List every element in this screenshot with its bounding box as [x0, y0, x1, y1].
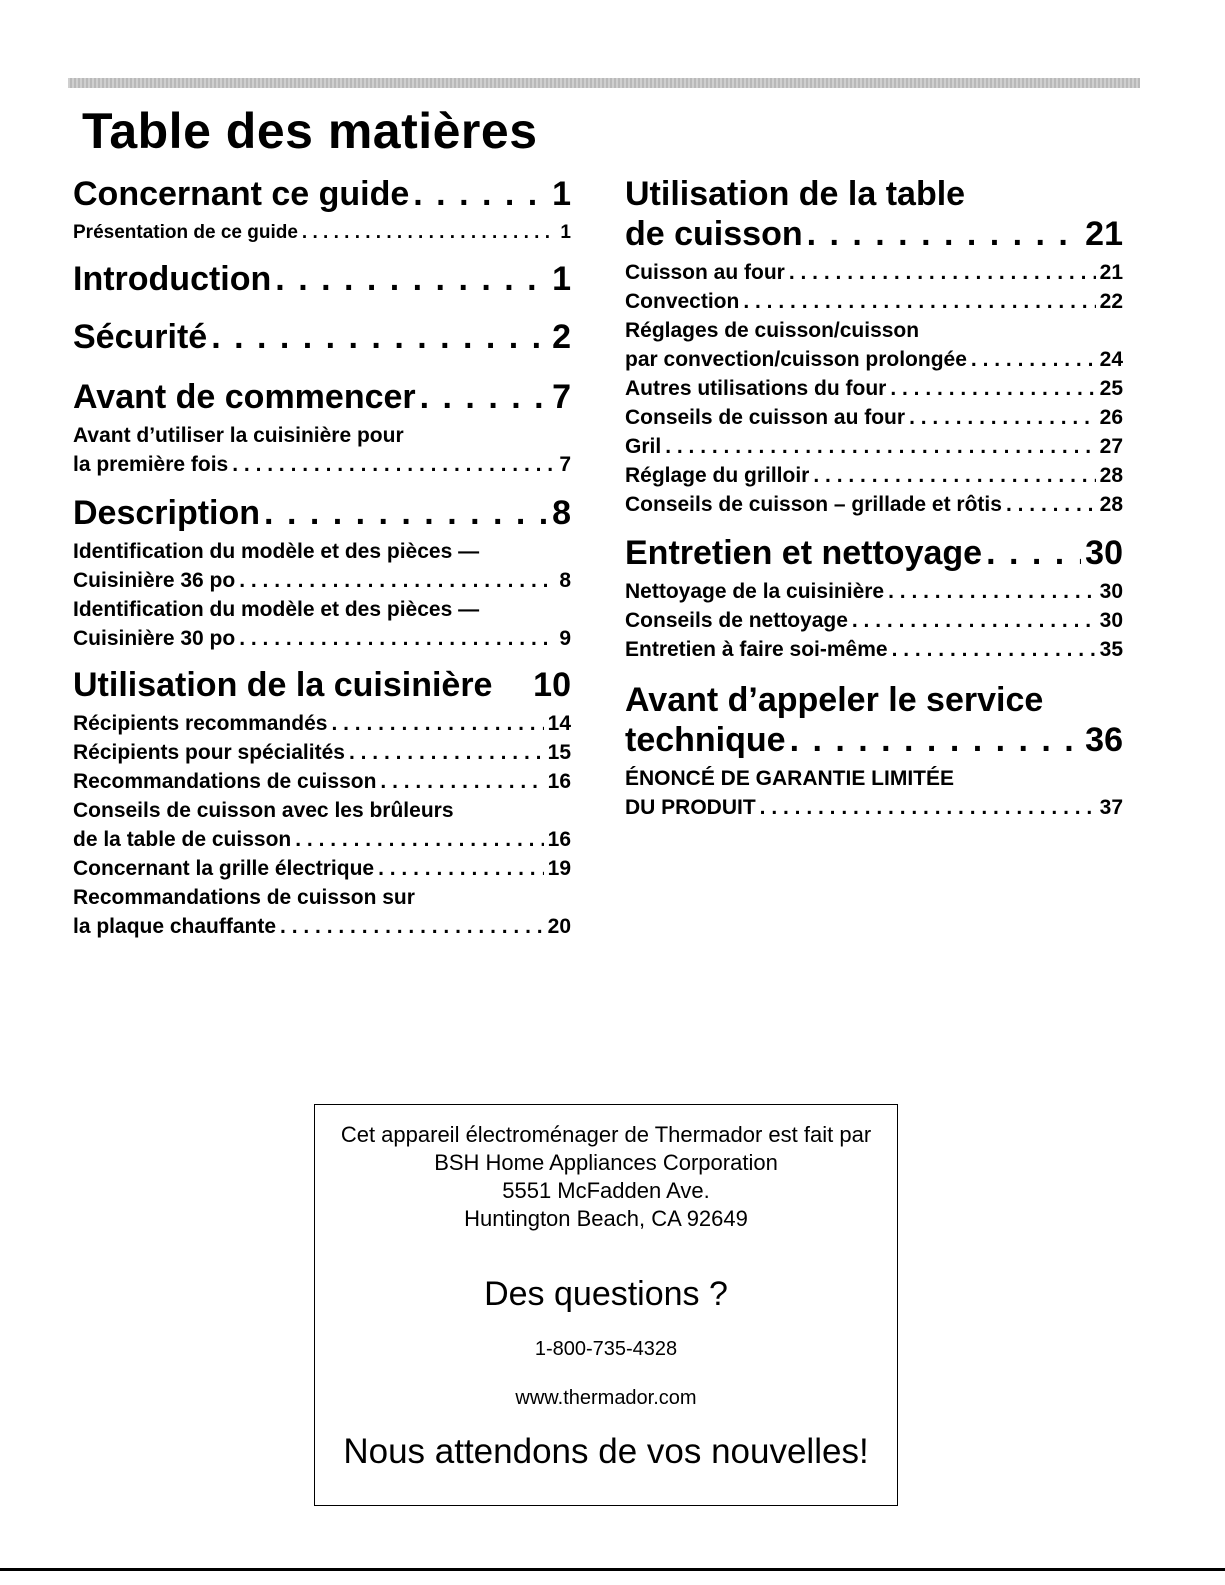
toc-entry-title: Convection — [625, 290, 740, 313]
toc-leader-row — [73, 624, 571, 653]
toc-entry-title: Entretien à faire soi-même — [625, 638, 888, 661]
leader-dots — [211, 317, 548, 357]
toc-entry[interactable] — [625, 258, 1123, 287]
toc-entry-title-line: Avant d’utiliser la cuisinière pour — [73, 424, 404, 447]
toc-section[interactable] — [73, 174, 571, 214]
toc-page-number: 28 — [1099, 464, 1123, 487]
leader-dots — [280, 912, 544, 941]
toc-leader-row — [73, 709, 571, 738]
toc-page-number: 28 — [1099, 493, 1123, 516]
toc-page-number: 36 — [1085, 721, 1123, 759]
toc-section[interactable] — [73, 317, 571, 357]
toc-leader-row — [73, 912, 571, 941]
toc-leader-row — [625, 258, 1123, 287]
leader-dots — [665, 432, 1095, 461]
toc-entry[interactable] — [625, 287, 1123, 316]
leader-dots — [232, 450, 555, 479]
leader-dots — [295, 825, 543, 854]
leader-dots — [239, 566, 555, 595]
toc-entry[interactable] — [73, 883, 571, 941]
toc-page-number: 9 — [559, 627, 571, 650]
leader-dots — [813, 461, 1095, 490]
toc-page-number: 7 — [552, 378, 571, 416]
toc-page-number: 2 — [552, 318, 571, 356]
toc-entry-title: Concernant la grille électrique — [73, 857, 375, 880]
toc-entry-title: de la table de cuisson — [73, 828, 292, 851]
toc-entry-title: DU PRODUIT — [625, 796, 756, 819]
toc-section-title: Utilisation de la cuisinière — [73, 666, 493, 704]
toc-entry-title: Recommandations de cuisson — [73, 770, 377, 793]
street-address: 5551 McFadden Ave. — [502, 1178, 710, 1203]
toc-section-title: Description — [73, 494, 261, 532]
toc-leader-row — [625, 432, 1123, 461]
toc-entry-title: la première fois — [73, 453, 229, 476]
toc-page-number: 1 — [552, 175, 571, 213]
leader-dots — [380, 767, 543, 796]
toc-entry-title: Récipients recommandés — [73, 712, 328, 735]
toc-entry-title: Gril — [625, 435, 662, 458]
toc-page-number: 15 — [547, 741, 571, 764]
toc-section-title: de cuisson — [625, 215, 803, 253]
toc-section[interactable] — [73, 665, 571, 705]
leader-dots — [888, 577, 1096, 606]
toc-leader-row — [625, 793, 1123, 822]
toc-page-number: 37 — [1099, 796, 1123, 819]
toc-page-number: 10 — [533, 666, 571, 704]
toc-entry-title: par convection/cuisson prolongée — [625, 348, 967, 371]
leader-dots — [760, 793, 1096, 822]
leader-dots — [743, 287, 1095, 316]
leader-dots — [349, 738, 544, 767]
toc-entry-title-line: Identification du modèle et des pièces — — [73, 598, 480, 621]
toc-entry-title: Cuisinière 30 po — [73, 627, 236, 650]
toc-page-number: 26 — [1099, 406, 1123, 429]
manufacturer-line: Cet appareil électroménager de Thermador est fait par — [340, 1122, 872, 1147]
leader-dots — [971, 345, 1096, 374]
toc-leader-row — [73, 767, 571, 796]
toc-section[interactable] — [73, 493, 571, 533]
leader-dots — [807, 214, 1082, 254]
toc-page-number: 16 — [547, 828, 571, 851]
toc-leader-row — [625, 287, 1123, 316]
toc-page-number: 25 — [1099, 377, 1123, 400]
toc-section-title: technique — [625, 721, 786, 759]
toc-page-number: 14 — [547, 712, 571, 735]
toc-left-column — [73, 174, 571, 941]
toc-entry[interactable] — [73, 537, 571, 595]
toc-page-number: 19 — [547, 857, 571, 880]
toc-section[interactable] — [73, 259, 571, 299]
toc-section-title: Entretien et nettoyage — [625, 534, 983, 572]
website-link[interactable]: www.thermador.com — [515, 1387, 697, 1409]
toc-entry[interactable] — [625, 577, 1123, 606]
toc-section[interactable] — [625, 533, 1123, 573]
toc-leader-row — [73, 450, 571, 479]
toc-entry[interactable] — [73, 709, 571, 738]
toc-leader-row — [625, 374, 1123, 403]
leader-dots — [1006, 490, 1096, 519]
toc-leader-row — [73, 854, 571, 883]
leader-dots — [302, 218, 557, 247]
toc-entry-title: Nettoyage de la cuisinière — [625, 580, 885, 603]
toc-section[interactable] — [625, 174, 1123, 254]
toc-entry-title: Cuisson au four — [625, 261, 785, 284]
toc-entry[interactable] — [73, 738, 571, 767]
toc-section-title: Sécurité — [73, 318, 208, 356]
toc-entry-title-line: Conseils de cuisson avec les brûleurs — [73, 799, 454, 822]
toc-entry[interactable] — [73, 218, 571, 247]
toc-page-number: 20 — [547, 915, 571, 938]
phone-number: 1-800-735-4328 — [534, 1338, 678, 1360]
toc-section[interactable] — [73, 377, 571, 417]
toc-page-number: 30 — [1099, 580, 1123, 603]
toc-leader-row — [625, 461, 1123, 490]
toc-entry-title: Conseils de cuisson – grillade et rôtis — [625, 493, 1002, 516]
toc-section-title: Avant de commencer — [73, 378, 416, 416]
leader-dots — [239, 624, 555, 653]
toc-page-number: 7 — [559, 453, 571, 476]
toc-page-number: 21 — [1085, 215, 1123, 253]
toc-leader-row — [73, 317, 571, 357]
leader-dots — [420, 377, 548, 417]
bottom-rule — [0, 1568, 1225, 1571]
city-address: Huntington Beach, CA 92649 — [464, 1206, 748, 1231]
toc-entry-title-line: Réglages de cuisson/cuisson — [625, 319, 920, 342]
toc-leader-row — [625, 214, 1123, 254]
toc-entry[interactable] — [625, 403, 1123, 432]
top-rule — [68, 78, 1140, 88]
leader-dots — [986, 533, 1081, 573]
toc-entry-title: la plaque chauffante — [73, 915, 277, 938]
toc-entry[interactable] — [625, 316, 1123, 374]
toc-page-number: 22 — [1099, 290, 1123, 313]
leader-dots — [790, 720, 1082, 760]
leader-dots — [892, 635, 1096, 664]
toc-leader-row — [73, 665, 571, 705]
toc-page-number: 16 — [547, 770, 571, 793]
toc-section-title: Concernant ce guide — [73, 175, 410, 213]
toc-page-number: 8 — [552, 494, 571, 532]
toc-page-number: 24 — [1099, 348, 1123, 371]
toc-page-number: 27 — [1099, 435, 1123, 458]
toc-section-title: Introduction — [73, 260, 272, 298]
leader-dots — [852, 606, 1096, 635]
toc-entry-title: Autres utilisations du four — [625, 377, 887, 400]
toc-entry[interactable] — [625, 635, 1123, 664]
toc-entry-title: Récipients pour spécialités — [73, 741, 345, 764]
toc-leader-row — [625, 606, 1123, 635]
toc-section-title-line: Utilisation de la table — [625, 175, 966, 213]
toc-leader-row — [625, 490, 1123, 519]
toc-leader-row — [73, 566, 571, 595]
questions-heading: Des questions ? — [484, 1275, 728, 1313]
toc-entry-title-line: Recommandations de cuisson sur — [73, 886, 415, 909]
page-title: Table des matières — [82, 103, 538, 159]
toc-leader-row — [73, 738, 571, 767]
leader-dots — [890, 374, 1095, 403]
toc-leader-row — [625, 403, 1123, 432]
contact-info-box — [314, 1104, 898, 1506]
closing-message: Nous attendons de vos nouvelles! — [343, 1432, 869, 1471]
leader-dots — [789, 258, 1096, 287]
toc-leader-row — [625, 345, 1123, 374]
toc-entry-title: Cuisinière 36 po — [73, 569, 236, 592]
toc-entry[interactable] — [625, 461, 1123, 490]
leader-dots — [264, 493, 548, 533]
company-name: BSH Home Appliances Corporation — [434, 1150, 778, 1175]
toc-entry[interactable] — [73, 595, 571, 653]
toc-entry[interactable] — [625, 606, 1123, 635]
toc-leader-row — [625, 577, 1123, 606]
toc-entry-title: Présentation de ce guide — [73, 222, 298, 243]
leader-dots — [275, 259, 548, 299]
toc-entry[interactable] — [625, 764, 1123, 822]
toc-leader-row — [73, 174, 571, 214]
toc-page-number: 21 — [1099, 261, 1123, 284]
toc-leader-row — [625, 533, 1123, 573]
toc-page-number: 8 — [559, 569, 571, 592]
leader-dots — [413, 174, 548, 214]
toc-entry[interactable] — [625, 432, 1123, 461]
toc-section-title-line: Avant d’appeler le service — [625, 681, 1044, 719]
toc-page-number: 1 — [560, 222, 571, 243]
toc-leader-row — [73, 259, 571, 299]
leader-dots — [331, 709, 543, 738]
toc-entry-title-line: ÉNONCÉ DE GARANTIE LIMITÉE — [625, 767, 955, 790]
toc-entry[interactable] — [73, 421, 571, 479]
toc-leader-row — [625, 720, 1123, 760]
toc-leader-row — [625, 635, 1123, 664]
leader-dots — [909, 403, 1096, 432]
toc-entry-title: Conseils de nettoyage — [625, 609, 848, 632]
leader-dots — [378, 854, 544, 883]
toc-page-number: 30 — [1099, 609, 1123, 632]
toc-leader-row — [73, 825, 571, 854]
toc-leader-row — [73, 218, 571, 247]
toc-entry[interactable] — [73, 796, 571, 854]
toc-entry[interactable] — [625, 490, 1123, 519]
toc-entry-title: Réglage du grilloir — [625, 464, 810, 487]
toc-entry-title-line: Identification du modèle et des pièces — — [73, 540, 480, 563]
toc-entry[interactable] — [73, 767, 571, 796]
toc-right-column — [625, 174, 1123, 822]
toc-page-number: 30 — [1085, 534, 1123, 572]
toc-page-number: 1 — [552, 260, 571, 298]
toc-leader-row — [73, 493, 571, 533]
toc-entry[interactable] — [625, 374, 1123, 403]
toc-leader-row — [73, 377, 571, 417]
toc-section[interactable] — [625, 680, 1123, 760]
toc-entry-title: Conseils de cuisson au four — [625, 406, 906, 429]
toc-entry[interactable] — [73, 854, 571, 883]
toc-page-number: 35 — [1099, 638, 1123, 661]
